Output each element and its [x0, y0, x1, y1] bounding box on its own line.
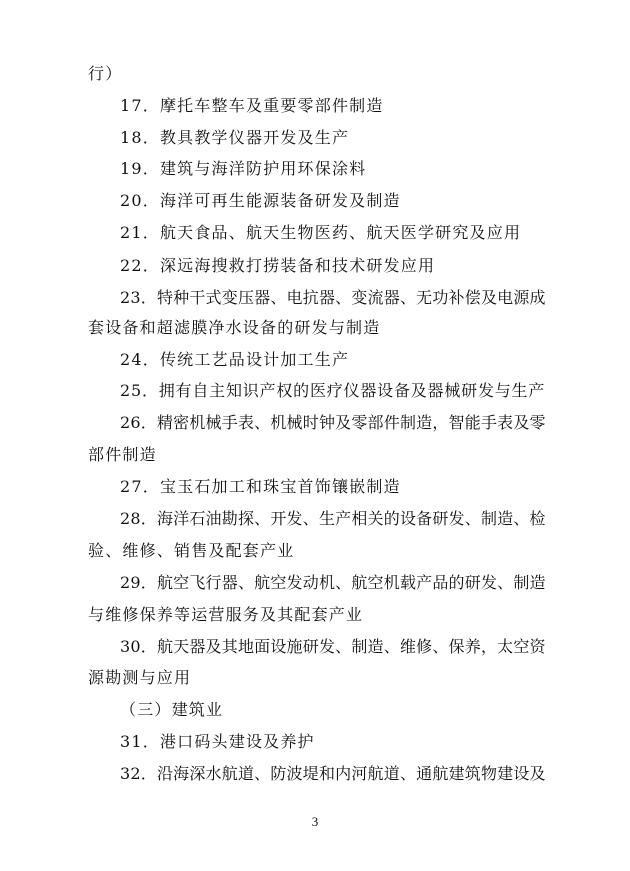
list-item-28: 28．海洋石油勘探、开发、生产相关的设备研发、制造、检: [120, 509, 546, 528]
list-item-19: 19．建筑与海洋防护用环保涂料: [120, 159, 367, 178]
section-heading: （三）建筑业: [120, 700, 224, 719]
list-item-23-cont: 套设备和超滤膜净水设备的研发与制造: [88, 318, 381, 337]
list-item-23: 23．特种干式变压器、电抗器、变流器、无功补偿及电源成: [120, 288, 546, 307]
list-item-29: 29．航空飞行器、航空发动机、航空机载产品的研发、制造: [120, 573, 546, 592]
list-item-21: 21．航天食品、航天生物医药、航天医学研究及应用: [120, 223, 522, 242]
list-item-28-cont: 验、维修、销售及配套产业: [88, 541, 295, 560]
list-item-20: 20．海洋可再生能源装备研发及制造: [120, 191, 401, 210]
page-number: 3: [311, 814, 319, 829]
list-item-17: 17．摩托车整车及重要零部件制造: [120, 96, 384, 115]
list-item-31: 31．港口码头建设及养护: [120, 732, 315, 751]
list-item-32: 32．沿海深水航道、防波堤和内河航道、通航建筑物建设及: [120, 764, 546, 783]
continuation-line: 行）: [88, 64, 123, 83]
list-item-30-cont: 源勘测与应用: [88, 668, 192, 687]
list-item-25: 25．拥有自主知识产权的医疗仪器设备及器械研发与生产: [120, 381, 546, 400]
list-item-29-cont: 与维修保养等运营服务及其配套产业: [88, 605, 364, 624]
list-item-27: 27．宝玉石加工和珠宝首饰镶嵌制造: [120, 477, 401, 496]
list-item-26-cont: 部件制造: [88, 445, 157, 464]
list-item-18: 18．教具教学仪器开发及生产: [120, 128, 350, 147]
list-item-26: 26．精密机械手表、机械时钟及零部件制造，智能手表及零: [120, 413, 546, 432]
list-item-24: 24．传统工艺品设计加工生产: [120, 350, 350, 369]
list-item-22: 22．深远海搜救打捞装备和技术研发应用: [120, 256, 436, 275]
list-item-30: 30．航天器及其地面设施研发、制造、维修、保养，太空资: [120, 637, 546, 656]
